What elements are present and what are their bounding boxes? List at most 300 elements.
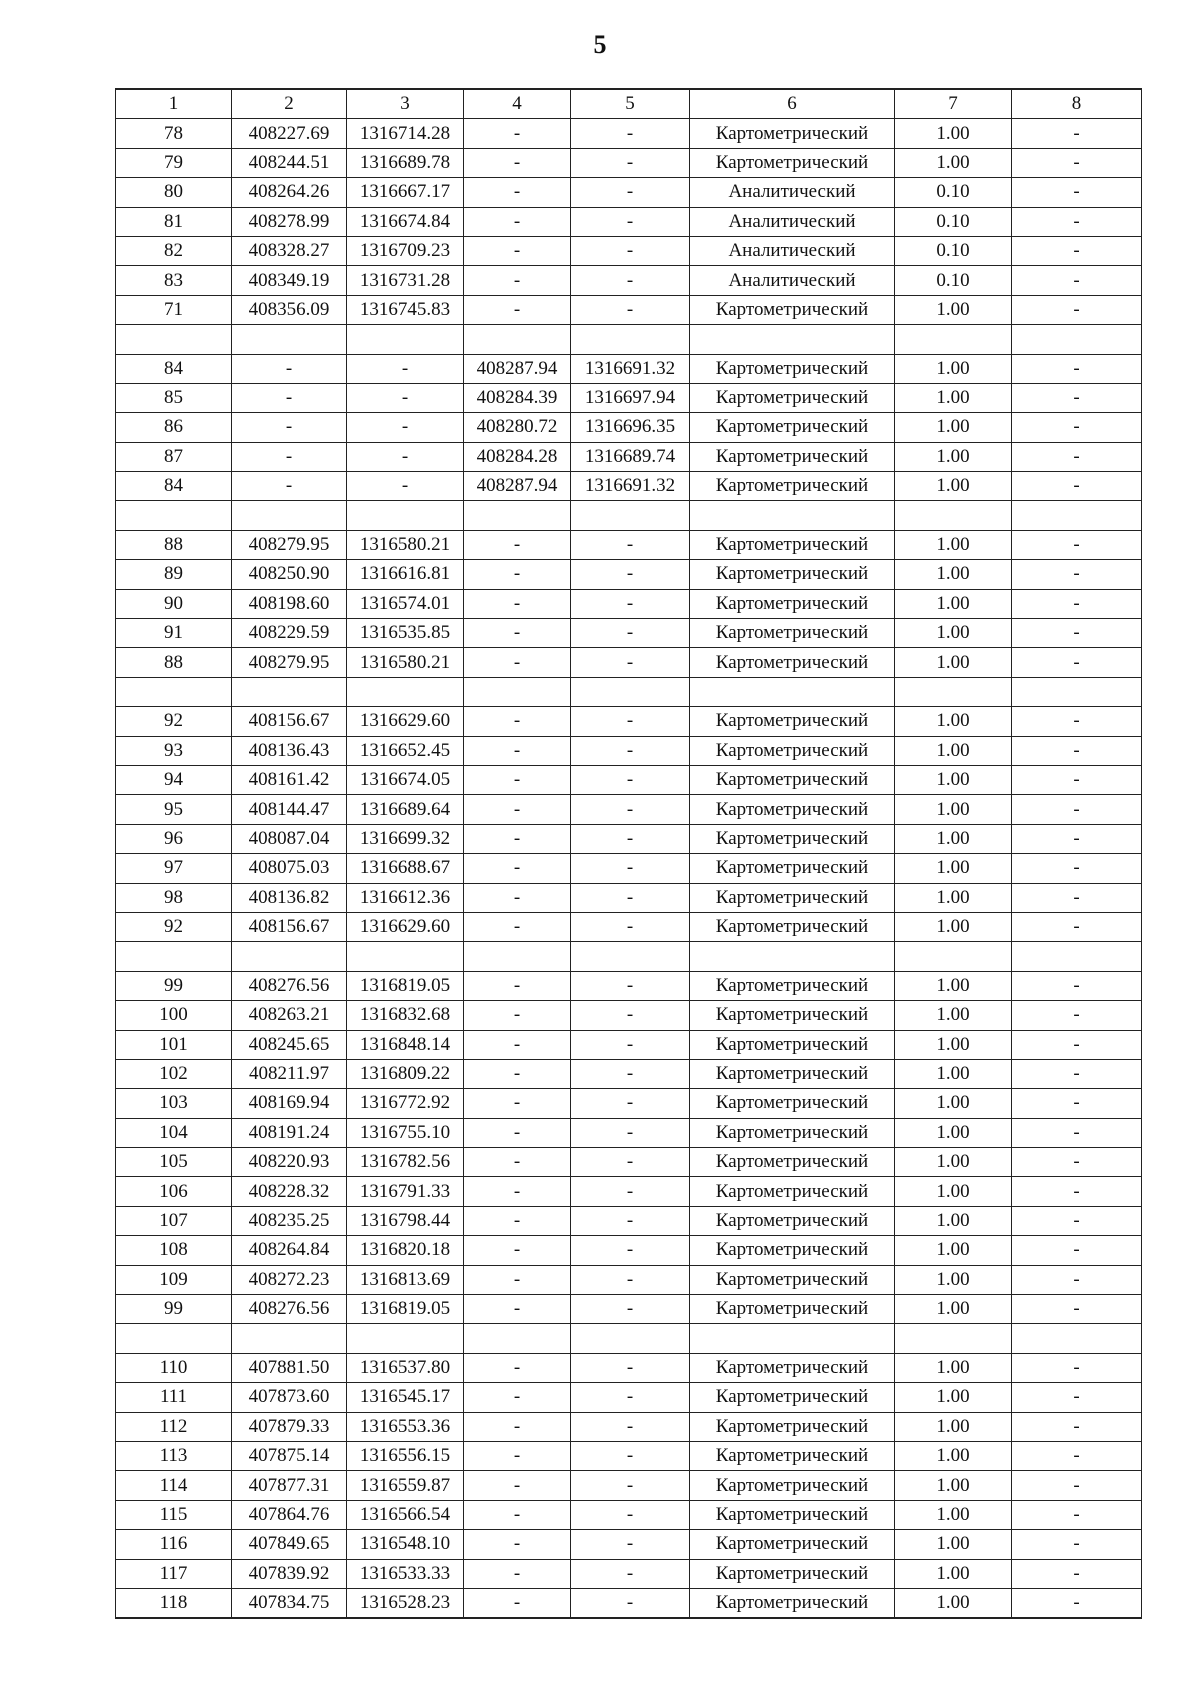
table-cell: - bbox=[1012, 1559, 1142, 1588]
table-cell: 408279.95 bbox=[232, 530, 347, 559]
table-cell: 1316629.60 bbox=[347, 912, 464, 941]
table-cell: - bbox=[464, 530, 571, 559]
table-cell: 1.00 bbox=[895, 1383, 1012, 1412]
table-cell: 1.00 bbox=[895, 648, 1012, 677]
table-cell: 1.00 bbox=[895, 1148, 1012, 1177]
table-cell: 99 bbox=[116, 971, 232, 1000]
table-cell bbox=[690, 677, 895, 706]
table-cell: Картометрический bbox=[690, 560, 895, 589]
table-cell: - bbox=[571, 1177, 690, 1206]
table-cell: - bbox=[464, 1500, 571, 1529]
table-cell: 1.00 bbox=[895, 442, 1012, 471]
table-row bbox=[116, 472, 1142, 501]
table-row bbox=[116, 560, 1142, 589]
table-cell: - bbox=[464, 795, 571, 824]
table-cell: 407849.65 bbox=[232, 1530, 347, 1559]
table-cell: - bbox=[347, 413, 464, 442]
table-row bbox=[116, 178, 1142, 207]
table-cell: 408136.82 bbox=[232, 883, 347, 912]
table-row bbox=[116, 1412, 1142, 1441]
table-cell: 1316782.56 bbox=[347, 1148, 464, 1177]
table-cell: 408284.28 bbox=[464, 442, 571, 471]
table-cell: Картометрический bbox=[690, 354, 895, 383]
table-cell: 100 bbox=[116, 1001, 232, 1030]
table-cell bbox=[571, 677, 690, 706]
table-cell: 91 bbox=[116, 619, 232, 648]
table-cell: 1.00 bbox=[895, 119, 1012, 148]
table-cell: - bbox=[464, 266, 571, 295]
table-cell bbox=[232, 942, 347, 971]
table-cell: - bbox=[464, 854, 571, 883]
table-cell: 1.00 bbox=[895, 1559, 1012, 1588]
table-cell: - bbox=[464, 736, 571, 765]
table-cell: 1316667.17 bbox=[347, 178, 464, 207]
table-cell: 95 bbox=[116, 795, 232, 824]
table-cell: - bbox=[1012, 1206, 1142, 1235]
table-cell: 1316689.64 bbox=[347, 795, 464, 824]
table-cell: - bbox=[1012, 1059, 1142, 1088]
table-row bbox=[116, 1030, 1142, 1059]
table-cell bbox=[895, 1324, 1012, 1353]
table-cell: 408228.32 bbox=[232, 1177, 347, 1206]
table-cell: - bbox=[571, 236, 690, 265]
table-cell: Картометрический bbox=[690, 413, 895, 442]
table-cell: 408156.67 bbox=[232, 912, 347, 941]
table-row bbox=[116, 707, 1142, 736]
table-cell: - bbox=[1012, 295, 1142, 324]
table-cell: 80 bbox=[116, 178, 232, 207]
table-cell: - bbox=[571, 1559, 690, 1588]
table-cell: Картометрический bbox=[690, 824, 895, 853]
table-cell: 1.00 bbox=[895, 707, 1012, 736]
table-cell: 1316745.83 bbox=[347, 295, 464, 324]
table-cell: - bbox=[1012, 560, 1142, 589]
table-cell: Картометрический bbox=[690, 442, 895, 471]
table-cell bbox=[464, 501, 571, 530]
table-cell: 86 bbox=[116, 413, 232, 442]
table-cell: - bbox=[1012, 1177, 1142, 1206]
table-cell: - bbox=[464, 148, 571, 177]
table-cell: Картометрический bbox=[690, 765, 895, 794]
table-cell: - bbox=[571, 1206, 690, 1235]
table-cell: 1.00 bbox=[895, 619, 1012, 648]
table-cell: Картометрический bbox=[690, 589, 895, 618]
column-header: 8 bbox=[1012, 89, 1142, 119]
table-cell: - bbox=[1012, 648, 1142, 677]
table-cell bbox=[571, 942, 690, 971]
table-row bbox=[116, 589, 1142, 618]
table-cell: - bbox=[464, 912, 571, 941]
table-cell: 84 bbox=[116, 354, 232, 383]
table-cell: 1316791.33 bbox=[347, 1177, 464, 1206]
table-cell: 408245.65 bbox=[232, 1030, 347, 1059]
table-row bbox=[116, 442, 1142, 471]
table-cell: - bbox=[464, 178, 571, 207]
table-cell: 1.00 bbox=[895, 824, 1012, 853]
table-cell: 1316616.81 bbox=[347, 560, 464, 589]
table-cell: - bbox=[1012, 383, 1142, 412]
table-cell: - bbox=[1012, 354, 1142, 383]
table-cell: 1316697.94 bbox=[571, 383, 690, 412]
table-cell: 1.00 bbox=[895, 1089, 1012, 1118]
table-cell: - bbox=[1012, 1295, 1142, 1324]
table-cell: Картометрический bbox=[690, 648, 895, 677]
table-cell: - bbox=[464, 207, 571, 236]
table-cell: 408250.90 bbox=[232, 560, 347, 589]
table-cell: Картометрический bbox=[690, 1500, 895, 1529]
table-cell: 1.00 bbox=[895, 1206, 1012, 1235]
table-cell: 408220.93 bbox=[232, 1148, 347, 1177]
table-cell: Картометрический bbox=[690, 1148, 895, 1177]
table-cell: 1.00 bbox=[895, 1471, 1012, 1500]
table-cell: 408229.59 bbox=[232, 619, 347, 648]
table-cell: 408264.26 bbox=[232, 178, 347, 207]
table-row bbox=[116, 1383, 1142, 1412]
table-cell bbox=[464, 1324, 571, 1353]
table-cell: 1316548.10 bbox=[347, 1530, 464, 1559]
table-cell bbox=[690, 325, 895, 354]
table-cell: 1.00 bbox=[895, 1118, 1012, 1147]
table-cell: - bbox=[464, 1148, 571, 1177]
table-cell: Картометрический bbox=[690, 854, 895, 883]
table-cell bbox=[571, 1324, 690, 1353]
table-cell: - bbox=[464, 1265, 571, 1294]
table-cell: 1.00 bbox=[895, 1588, 1012, 1618]
table-cell: Картометрический bbox=[690, 1236, 895, 1265]
table-cell: 407881.50 bbox=[232, 1353, 347, 1382]
table-row bbox=[116, 1001, 1142, 1030]
table-cell: - bbox=[1012, 912, 1142, 941]
table-cell: - bbox=[464, 560, 571, 589]
table-cell: 109 bbox=[116, 1265, 232, 1294]
table-cell: - bbox=[571, 883, 690, 912]
table-cell: - bbox=[571, 765, 690, 794]
table-cell: Картометрический bbox=[690, 1383, 895, 1412]
table-cell: 407879.33 bbox=[232, 1412, 347, 1441]
table-cell: - bbox=[1012, 1530, 1142, 1559]
table-cell: 408211.97 bbox=[232, 1059, 347, 1088]
table-row bbox=[116, 207, 1142, 236]
table-cell bbox=[347, 501, 464, 530]
table-cell: 408161.42 bbox=[232, 765, 347, 794]
table-cell: Аналитический bbox=[690, 236, 895, 265]
table-row bbox=[116, 354, 1142, 383]
table-row bbox=[116, 295, 1142, 324]
table-cell: 1.00 bbox=[895, 1177, 1012, 1206]
table-cell: 96 bbox=[116, 824, 232, 853]
table-cell: 1.00 bbox=[895, 1001, 1012, 1030]
table-cell: 83 bbox=[116, 266, 232, 295]
table-cell: 1316556.15 bbox=[347, 1441, 464, 1470]
table-cell: - bbox=[571, 1118, 690, 1147]
table-row bbox=[116, 119, 1142, 148]
table-cell bbox=[1012, 501, 1142, 530]
table-row bbox=[116, 1295, 1142, 1324]
table-row bbox=[116, 1500, 1142, 1529]
table-cell bbox=[232, 501, 347, 530]
table-row bbox=[116, 1118, 1142, 1147]
table-cell: - bbox=[232, 354, 347, 383]
table-cell bbox=[571, 325, 690, 354]
table-cell: - bbox=[571, 971, 690, 1000]
table-cell: Картометрический bbox=[690, 795, 895, 824]
table-cell: Аналитический bbox=[690, 178, 895, 207]
table-cell: - bbox=[464, 1295, 571, 1324]
table-cell: Аналитический bbox=[690, 266, 895, 295]
table-cell: Картометрический bbox=[690, 119, 895, 148]
table-cell: - bbox=[1012, 472, 1142, 501]
table-cell: - bbox=[571, 530, 690, 559]
table-cell: Картометрический bbox=[690, 1265, 895, 1294]
table-cell: 408198.60 bbox=[232, 589, 347, 618]
table-cell: 1316688.67 bbox=[347, 854, 464, 883]
table-cell: Картометрический bbox=[690, 1441, 895, 1470]
table-cell: 408075.03 bbox=[232, 854, 347, 883]
table-cell: - bbox=[1012, 971, 1142, 1000]
table-cell: 1.00 bbox=[895, 354, 1012, 383]
table-cell: Картометрический bbox=[690, 736, 895, 765]
table-cell bbox=[895, 942, 1012, 971]
table-cell bbox=[895, 677, 1012, 706]
table-row bbox=[116, 501, 1142, 530]
table-cell: 1.00 bbox=[895, 1059, 1012, 1088]
table-row bbox=[116, 824, 1142, 853]
table-cell: - bbox=[571, 1588, 690, 1618]
table-cell: - bbox=[1012, 1148, 1142, 1177]
table-cell: 407839.92 bbox=[232, 1559, 347, 1588]
table-cell: 82 bbox=[116, 236, 232, 265]
table-cell: 1.00 bbox=[895, 765, 1012, 794]
table-cell: 1316535.85 bbox=[347, 619, 464, 648]
table-cell: 1316629.60 bbox=[347, 707, 464, 736]
table-cell: - bbox=[571, 1295, 690, 1324]
table-cell: 408136.43 bbox=[232, 736, 347, 765]
table-cell: 110 bbox=[116, 1353, 232, 1382]
table-cell: 107 bbox=[116, 1206, 232, 1235]
table-cell: 0.10 bbox=[895, 178, 1012, 207]
table-cell: - bbox=[571, 1383, 690, 1412]
table-cell: 117 bbox=[116, 1559, 232, 1588]
table-cell: 1316820.18 bbox=[347, 1236, 464, 1265]
table-cell: - bbox=[464, 1588, 571, 1618]
table-cell: 92 bbox=[116, 707, 232, 736]
table-cell: - bbox=[464, 1118, 571, 1147]
table-cell: 93 bbox=[116, 736, 232, 765]
table-cell: Картометрический bbox=[690, 1206, 895, 1235]
table-cell: - bbox=[1012, 178, 1142, 207]
table-cell bbox=[116, 942, 232, 971]
table-cell: 407873.60 bbox=[232, 1383, 347, 1412]
table-cell: 408356.09 bbox=[232, 295, 347, 324]
table-cell: 1316533.33 bbox=[347, 1559, 464, 1588]
table-cell: 0.10 bbox=[895, 266, 1012, 295]
table-row bbox=[116, 1530, 1142, 1559]
table-cell: Картометрический bbox=[690, 1412, 895, 1441]
table-cell: Картометрический bbox=[690, 971, 895, 1000]
table-cell bbox=[232, 677, 347, 706]
table-cell: - bbox=[464, 1383, 571, 1412]
table-cell: - bbox=[1012, 1265, 1142, 1294]
table-cell: - bbox=[1012, 736, 1142, 765]
table-row bbox=[116, 971, 1142, 1000]
table-cell: 1316819.05 bbox=[347, 1295, 464, 1324]
table-cell: - bbox=[1012, 795, 1142, 824]
table-row bbox=[116, 1324, 1142, 1353]
table-cell: - bbox=[464, 648, 571, 677]
table-cell: - bbox=[571, 1471, 690, 1500]
table-cell: 1316574.01 bbox=[347, 589, 464, 618]
table-cell: - bbox=[464, 1001, 571, 1030]
table-cell: 1.00 bbox=[895, 854, 1012, 883]
table-cell bbox=[232, 1324, 347, 1353]
table-cell: 407834.75 bbox=[232, 1588, 347, 1618]
table-cell: 408284.39 bbox=[464, 383, 571, 412]
table-cell: - bbox=[464, 971, 571, 1000]
table-cell: - bbox=[571, 1500, 690, 1529]
table-cell: 1316798.44 bbox=[347, 1206, 464, 1235]
table-cell: Картометрический bbox=[690, 1059, 895, 1088]
table-cell: 106 bbox=[116, 1177, 232, 1206]
table-cell: 1.00 bbox=[895, 1236, 1012, 1265]
table-row bbox=[116, 912, 1142, 941]
table-cell: 1316580.21 bbox=[347, 648, 464, 677]
table-cell bbox=[1012, 677, 1142, 706]
table-cell: 1316731.28 bbox=[347, 266, 464, 295]
table-row bbox=[116, 1236, 1142, 1265]
table-cell: 1316545.17 bbox=[347, 1383, 464, 1412]
table-cell: 85 bbox=[116, 383, 232, 412]
table-cell: Аналитический bbox=[690, 207, 895, 236]
table-cell: 108 bbox=[116, 1236, 232, 1265]
table-cell: Картометрический bbox=[690, 1177, 895, 1206]
table-cell: 408227.69 bbox=[232, 119, 347, 148]
table-cell: Картометрический bbox=[690, 1559, 895, 1588]
table-cell: Картометрический bbox=[690, 295, 895, 324]
table-cell: - bbox=[464, 1059, 571, 1088]
column-header: 1 bbox=[116, 89, 232, 119]
table-cell: 408144.47 bbox=[232, 795, 347, 824]
table-cell: - bbox=[1012, 707, 1142, 736]
table-cell: 1316691.32 bbox=[571, 354, 690, 383]
table-cell: - bbox=[571, 1236, 690, 1265]
table-cell: 97 bbox=[116, 854, 232, 883]
table-row bbox=[116, 1471, 1142, 1500]
table-cell bbox=[895, 501, 1012, 530]
table-cell bbox=[895, 325, 1012, 354]
table-cell: 1.00 bbox=[895, 912, 1012, 941]
table-row bbox=[116, 1059, 1142, 1088]
table-cell: 1.00 bbox=[895, 1030, 1012, 1059]
table-cell: 1316755.10 bbox=[347, 1118, 464, 1147]
table-cell: 118 bbox=[116, 1588, 232, 1618]
table-cell: Картометрический bbox=[690, 1588, 895, 1618]
table-cell: 1.00 bbox=[895, 560, 1012, 589]
table-cell: 407864.76 bbox=[232, 1500, 347, 1529]
table-cell: - bbox=[464, 619, 571, 648]
table-cell: 1.00 bbox=[895, 883, 1012, 912]
table-cell: 84 bbox=[116, 472, 232, 501]
table-cell bbox=[347, 1324, 464, 1353]
table-cell: - bbox=[1012, 854, 1142, 883]
table-cell: - bbox=[571, 178, 690, 207]
table-cell bbox=[116, 325, 232, 354]
table-cell: 1316674.84 bbox=[347, 207, 464, 236]
table-cell: Картометрический bbox=[690, 1353, 895, 1382]
table-cell: - bbox=[464, 1236, 571, 1265]
table-cell bbox=[232, 325, 347, 354]
table-cell: - bbox=[1012, 1118, 1142, 1147]
table-cell: 1.00 bbox=[895, 1353, 1012, 1382]
table-cell: Картометрический bbox=[690, 1471, 895, 1500]
table-cell: - bbox=[464, 1412, 571, 1441]
table-cell: Картометрический bbox=[690, 707, 895, 736]
table-cell: - bbox=[571, 824, 690, 853]
table-cell: 1316709.23 bbox=[347, 236, 464, 265]
column-header: 6 bbox=[690, 89, 895, 119]
table-cell: 99 bbox=[116, 1295, 232, 1324]
table-cell: 88 bbox=[116, 648, 232, 677]
table-cell: 408287.94 bbox=[464, 354, 571, 383]
table-cell: 408328.27 bbox=[232, 236, 347, 265]
table-cell: 408280.72 bbox=[464, 413, 571, 442]
table-cell: Картометрический bbox=[690, 472, 895, 501]
table-cell: - bbox=[1012, 1588, 1142, 1618]
table-cell: - bbox=[464, 1471, 571, 1500]
table-cell: Картометрический bbox=[690, 1118, 895, 1147]
table-cell bbox=[347, 325, 464, 354]
table-cell: - bbox=[1012, 119, 1142, 148]
table-cell: 71 bbox=[116, 295, 232, 324]
table-cell: 102 bbox=[116, 1059, 232, 1088]
table-cell: - bbox=[571, 266, 690, 295]
table-cell: - bbox=[232, 383, 347, 412]
table-cell bbox=[690, 942, 895, 971]
table-cell: Картометрический bbox=[690, 1001, 895, 1030]
table-cell: 1.00 bbox=[895, 148, 1012, 177]
column-header: 4 bbox=[464, 89, 571, 119]
table-row bbox=[116, 1559, 1142, 1588]
table-cell: 408276.56 bbox=[232, 1295, 347, 1324]
table-cell: - bbox=[571, 1353, 690, 1382]
table-cell: 1.00 bbox=[895, 1441, 1012, 1470]
table-cell: 1.00 bbox=[895, 971, 1012, 1000]
table-cell: 104 bbox=[116, 1118, 232, 1147]
table-cell: - bbox=[1012, 1412, 1142, 1441]
table-cell: Картометрический bbox=[690, 912, 895, 941]
table-cell: 408264.84 bbox=[232, 1236, 347, 1265]
table-cell: 1316772.92 bbox=[347, 1089, 464, 1118]
table-cell: - bbox=[1012, 236, 1142, 265]
table-cell: - bbox=[464, 1353, 571, 1382]
table-row bbox=[116, 413, 1142, 442]
table-cell: 79 bbox=[116, 148, 232, 177]
table-cell: - bbox=[464, 1089, 571, 1118]
table-cell: - bbox=[464, 1206, 571, 1235]
table-cell: - bbox=[232, 413, 347, 442]
table-cell: 1316537.80 bbox=[347, 1353, 464, 1382]
table-cell: - bbox=[571, 1059, 690, 1088]
table-header-row bbox=[116, 89, 1142, 119]
table-cell bbox=[116, 677, 232, 706]
table-cell: 1.00 bbox=[895, 736, 1012, 765]
table-cell: - bbox=[1012, 1030, 1142, 1059]
table-cell: 1316832.68 bbox=[347, 1001, 464, 1030]
table-cell: 408349.19 bbox=[232, 266, 347, 295]
table-cell bbox=[1012, 942, 1142, 971]
table-cell: - bbox=[347, 442, 464, 471]
table-row bbox=[116, 530, 1142, 559]
table-row bbox=[116, 325, 1142, 354]
